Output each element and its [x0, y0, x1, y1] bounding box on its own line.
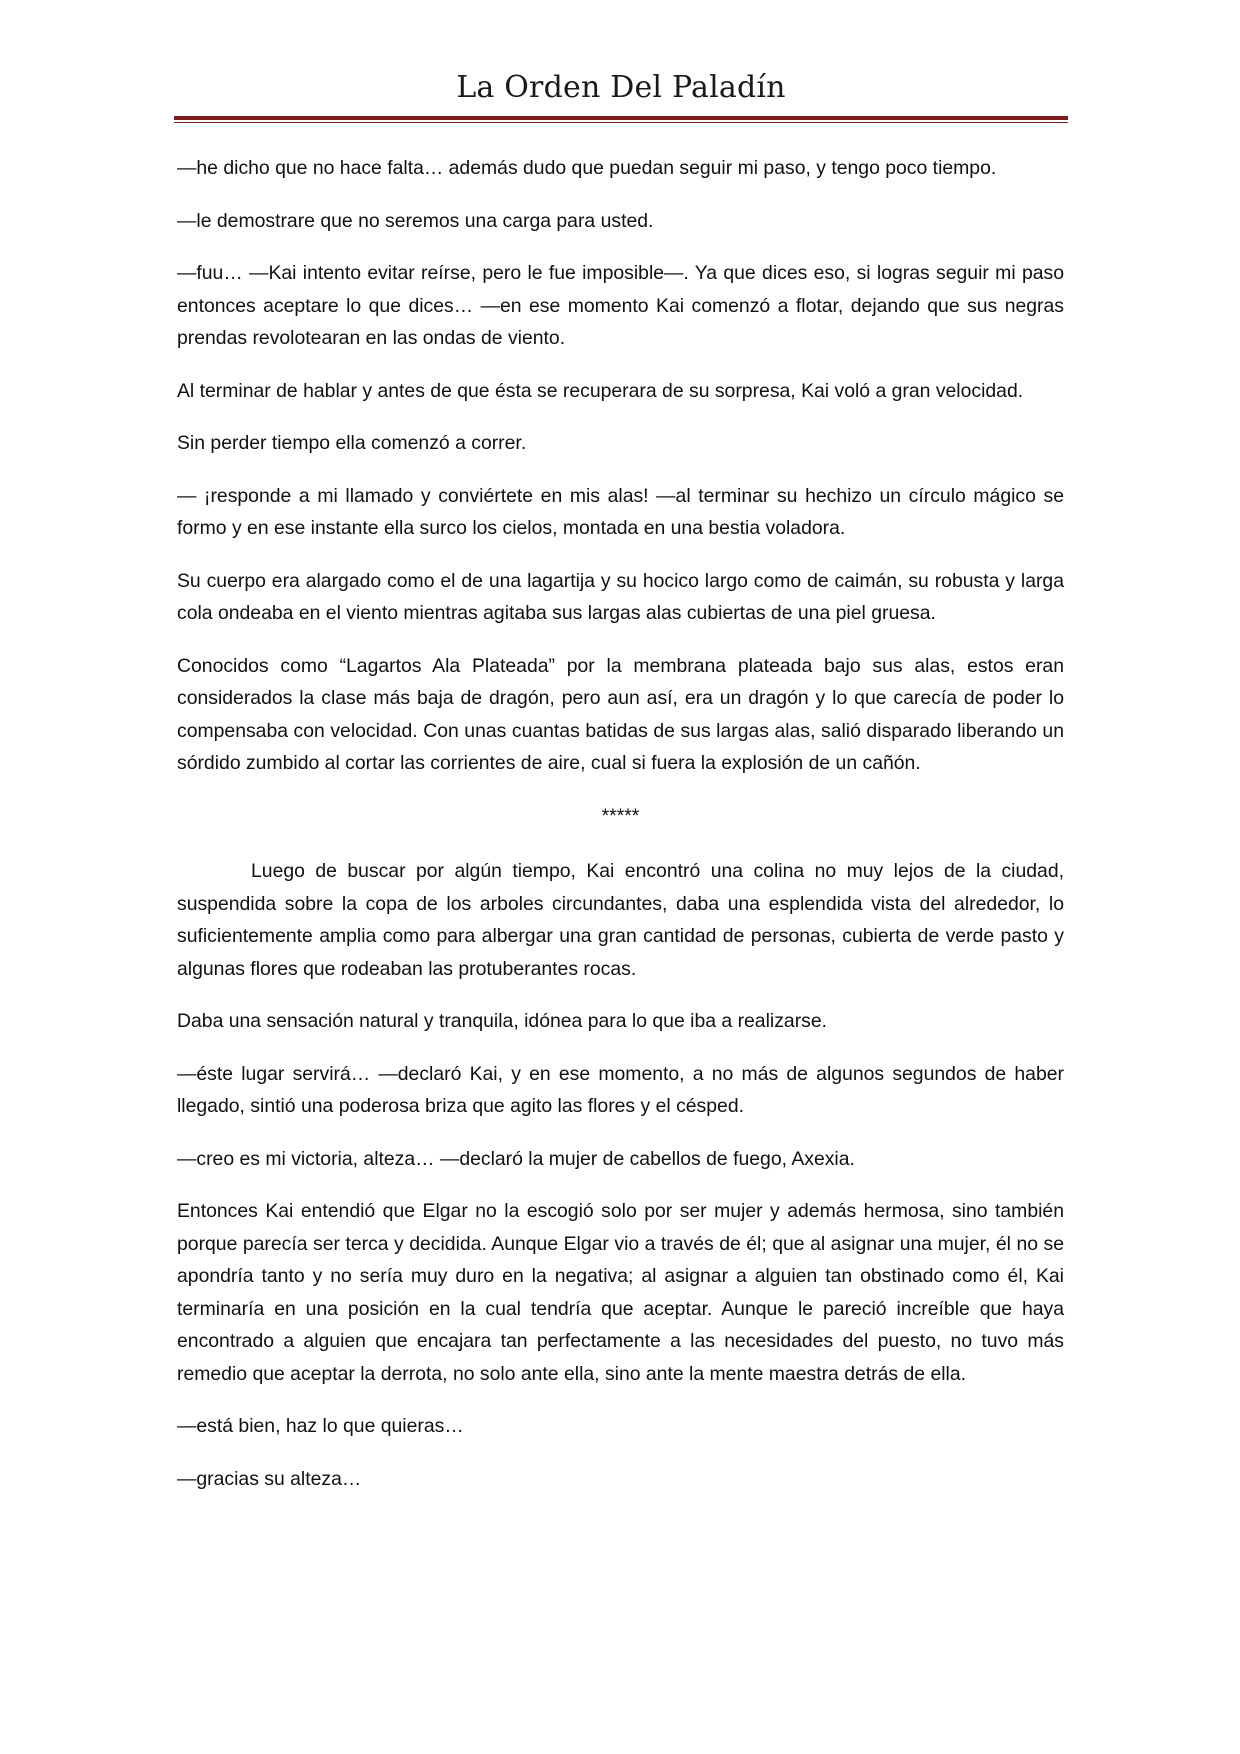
paragraph: Al terminar de hablar y antes de que ésta se recuperara de su sorpresa, Kai voló a gran velocidad. — [177, 379, 1024, 402]
paragraph: — ¡responde a mi llamado y conviértete en mis alas! —al terminar su hechizo un círculo mágico se formo y en ese instante ella surco los cielos, montada en una bestia voladora. — [177, 484, 1064, 539]
paragraph: Luego de buscar por algún tiempo, Kai encontró una colina no muy lejos de la ciudad, suspendida sobre la copa de los arboles circundantes, daba una esplendida vista del alrededor, lo suficientemente amplia como para albergar una gran cantidad de personas, cubierta de verde pasto y algunas flores que rodeaban las protuberantes rocas. — [177, 860, 1064, 980]
paragraph: Daba una sensación natural y tranquila, idónea para lo que iba a realizarse. — [177, 1010, 828, 1032]
paragraph: —está bien, haz lo que quieras… — [177, 1415, 464, 1437]
scene-separator: ***** — [601, 804, 640, 827]
header-rule-thin — [174, 122, 1068, 123]
header-rule-thick — [174, 116, 1068, 120]
paragraph: Conocidos como “Lagartos Ala Plateada” por la membrana plateada bajo sus alas, estos eran considerados la clase más baja de dragón, pero aun así, era un dragón y lo que carecía de poder lo compensaba con velocidad. Con unas cuantas batidas de sus largas alas, salió disparado liberando un sórdido zumbido al cortar las corrientes de aire, cual si fuera la explosión de un cañón. — [177, 654, 1064, 774]
page-header-title: La Orden Del Paladín — [456, 70, 786, 105]
paragraph: —éste lugar servirá… —declaró Kai, y en ese momento, a no más de algunos segundos de haber llegado, sintió una poderosa briza que agito las flores y el césped. — [177, 1062, 1064, 1117]
paragraph: —le demostrare que no seremos una carga para usted. — [177, 209, 654, 232]
paragraph: —gracias su alteza… — [177, 1467, 362, 1490]
paragraph: Entonces Kai entendió que Elgar no la escogió solo por ser mujer y además hermosa, sino también porque parecía ser terca y decidida. Aunque Elgar vio a través de él; que al asignar una mujer, él no se apondría tanto y no sería muy duro en la negativa; al asignar a alguien tan obstinado como él, Kai terminaría en una posición en la cual tendría que aceptar. Aunque le pareció increíble que haya encontrado a alguien que encajara tan perfectamente a las necesidades del puesto, no tuvo más remedio que aceptar la derrota, no solo ante ella, sino ante la mente maestra detrás de ella. — [177, 1200, 1064, 1385]
paragraph: —he dicho que no hace falta… además dudo que puedan seguir mi paso, y tengo poco tiempo. — [177, 157, 997, 179]
paragraph: —fuu… —Kai intento evitar reírse, pero le fue imposible—. Ya que dices eso, si logras seguir mi paso entonces aceptare lo que dices… —en ese momento Kai comenzó a flotar, dejando que sus negras prendas revolotearan en las ondas de viento. — [177, 262, 1064, 349]
paragraph: Su cuerpo era alargado como el de una lagartija y su hocico largo como de caimán, su robusta y larga cola ondeaba en el viento mientras agitaba sus largas alas cubiertas de una piel gruesa. — [177, 569, 1064, 624]
paragraph: —creo es mi victoria, alteza… —declaró la mujer de cabellos de fuego, Axexia. — [177, 1147, 855, 1170]
paragraph: Sin perder tiempo ella comenzó a correr. — [177, 432, 527, 454]
body-text — [177, 152, 1064, 1515]
